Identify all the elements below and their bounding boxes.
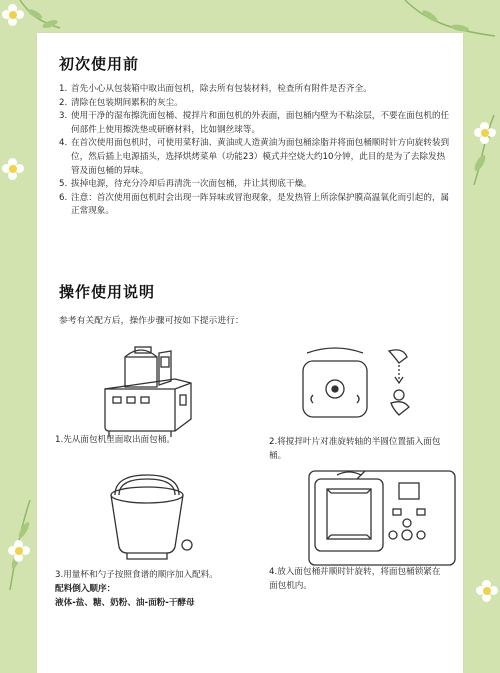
kneading-blade-insert-figure [299,341,419,433]
step-4-caption: 4.放入面包桶并顺时针旋转，将面包桶锁紧在面包机内。 [269,567,441,591]
flower-bottom-left-icon [8,540,30,562]
step-2-caption: 2.将搅拌叶片对准旋转轴的半圆位置插入面包桶。 [269,437,441,461]
list-item: 4. 在首次使用面包机时，可使用菜籽油、黄油或人造黄油为面包桶涂脂并将面包桶顺时针方向旋转装到位，然后插上电源插头，选择烘烤菜单（功能23）模式并空烧大约10分钟，此目的是为了去除发热管及面包桶的异味。 [59,138,450,176]
ingredient-order-title: 配料倒入顺序： [55,584,116,594]
step-1-caption: 1.先从面包机里面取出面包桶。 [55,435,175,445]
list-item: 1. 首先小心从包装箱中取出面包机，除去所有包装材料，检查所有附件是否齐全。 [59,84,372,94]
lock-pan-in-machine-figure [307,469,457,569]
list-item: 6. 注意：首次使用面包机时会出现一阵异味或冒泡现象，是发热管上所涂保护膜高温氧化而引起的，属正常现象。 [59,192,450,217]
bread-pan-add-ingredients-figure [97,471,197,563]
flower-left-icon [2,158,24,180]
list-item: 5. 拔掉电源，待充分冷却后再清洗一次面包桶，并让其彻底干燥。 [59,179,312,190]
list-item: 3. 使用干净的湿布擦洗面包桶、搅拌片和面包机的外表面，面包桶内壁为不粘涂层，不要在面包机的任何部件上使用擦洗垫或研磨材料，比如钢丝球等。 [59,111,450,135]
instruction-sheet [37,33,463,673]
section-title-first-use: 初次使用前 [59,55,140,73]
list-item: 2. 清除在包装期间累积的灰尘。 [59,97,183,108]
operation-intro: 参考有关配方后，操作步骤可按如下提示进行： [59,316,244,326]
flower-right-icon [474,122,496,144]
section-title-operation: 操作使用说明 [59,283,156,301]
flower-bottom-right-icon [476,580,498,602]
bread-maker-remove-pan-figure [95,339,205,439]
flower-top-left-icon [2,4,24,26]
first-use-list [59,83,451,219]
step-3-caption: 3.用量杯和勺子按照食谱的顺序加入配料。 配料倒入顺序： 液体-盐、糖、奶粉、油-面粉-干酵母 [55,568,235,610]
ingredient-order-text: 液体-盐、糖、奶粉、油-面粉-干酵母 [55,598,195,608]
